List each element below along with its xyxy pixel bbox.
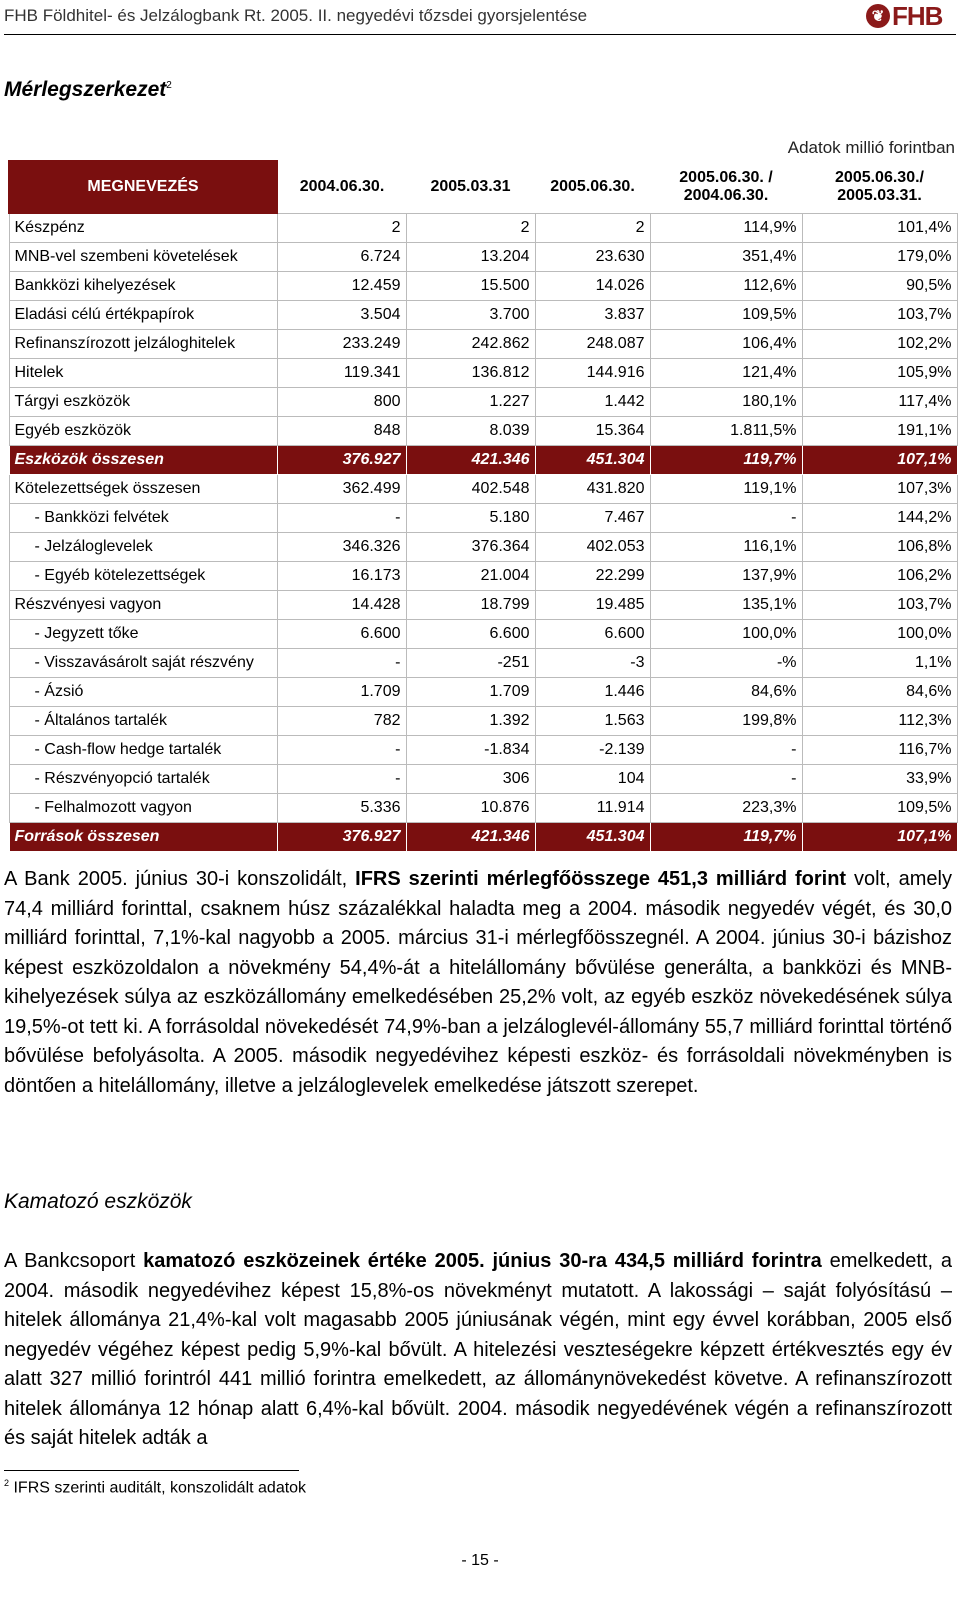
row-value: 402.548 — [406, 475, 535, 504]
paragraph-text: A Bankcsoport — [4, 1250, 144, 1272]
row-value: 5.336 — [277, 794, 406, 823]
fhb-logo — [866, 2, 942, 30]
row-label: - Részvényopció tartalék — [9, 765, 277, 794]
row-value: 199,8% — [650, 707, 802, 736]
table-header-row — [9, 161, 957, 213]
row-value: 114,9% — [650, 213, 802, 243]
document-header-title: FHB Földhitel- és Jelzálogbank Rt. 2005. II. negyedévi tőzsdei gyorsjelentése — [4, 6, 588, 25]
row-value: 179,0% — [802, 243, 957, 272]
table-total-row — [9, 446, 957, 475]
row-label: Egyéb eszközök — [9, 417, 277, 446]
row-value: 107,3% — [802, 475, 957, 504]
table-row — [9, 707, 957, 736]
row-value: 112,3% — [802, 707, 957, 736]
row-value: 6.600 — [406, 620, 535, 649]
row-value: 191,1% — [802, 417, 957, 446]
table-row — [9, 330, 957, 359]
row-value: 242.862 — [406, 330, 535, 359]
row-label: - Jegyzett tőke — [9, 620, 277, 649]
row-label: Eszközök összesen — [9, 446, 277, 475]
row-value: 19.485 — [535, 591, 650, 620]
row-value: 117,4% — [802, 388, 957, 417]
paragraph-text: emelkedett, a 2004. második negyedévihez képest 15,8%-os növekményt mutatott. A lakossági – saját folyósítású – hitelek állománya 21,4%-kal volt magasabb 2005 júniusának végén, mint egy évvel korábban, 2005 első negyedév végéhez képest pedig 5,9%-kal bővült. A hitelezési veszteségekre képzett értékvesztés egy év alatt 327 millió forintról 441 millió forintra emelkedett, az állománynövekedést követve. A refinanszírozott hitelek állománya 12 hónap alatt 6,4%-kal bővült. 2004. második negyedévének végén a refinanszírozott és saját hitelek adták a — [4, 1250, 953, 1449]
table-row — [9, 562, 957, 591]
column-header: 2005.06.30. — [535, 161, 650, 213]
row-value: 1.563 — [535, 707, 650, 736]
column-header: 2005.06.30./ 2005.03.31. — [802, 161, 957, 213]
row-value: 800 — [277, 388, 406, 417]
row-value: 136.812 — [406, 359, 535, 388]
row-value: 14.026 — [535, 272, 650, 301]
row-value: 362.499 — [277, 475, 406, 504]
row-value: 376.927 — [277, 446, 406, 475]
row-value: 10.876 — [406, 794, 535, 823]
row-value: 3.504 — [277, 301, 406, 330]
row-value: 7.467 — [535, 504, 650, 533]
row-value: 3.700 — [406, 301, 535, 330]
row-value: 306 — [406, 765, 535, 794]
row-value: 103,7% — [802, 301, 957, 330]
row-value: 84,6% — [802, 678, 957, 707]
header-divider — [4, 34, 956, 35]
row-value: 2 — [535, 213, 650, 243]
row-label: Hitelek — [9, 359, 277, 388]
row-value: 1.709 — [277, 678, 406, 707]
fhb-logo-icon: ❦ — [866, 4, 890, 28]
row-value: 144.916 — [535, 359, 650, 388]
row-value: 2 — [406, 213, 535, 243]
balance-sheet-table — [8, 160, 958, 852]
row-value: 103,7% — [802, 591, 957, 620]
row-value: 16.173 — [277, 562, 406, 591]
row-value: 421.346 — [406, 823, 535, 852]
section-title-text: Mérlegszerkezet — [4, 78, 167, 101]
row-value: 351,4% — [650, 243, 802, 272]
table-row — [9, 359, 957, 388]
row-value: 119.341 — [277, 359, 406, 388]
row-value: 1,1% — [802, 649, 957, 678]
row-value: 121,4% — [650, 359, 802, 388]
table-row — [9, 301, 957, 330]
table-row — [9, 678, 957, 707]
row-value: -% — [650, 649, 802, 678]
row-value: 451.304 — [535, 823, 650, 852]
paragraph-text: A Bank 2005. június 30-i konszolidált, — [4, 868, 356, 890]
row-value: 6.724 — [277, 243, 406, 272]
row-label: Részvényesi vagyon — [9, 591, 277, 620]
row-value: 109,5% — [650, 301, 802, 330]
row-value: -3 — [535, 649, 650, 678]
row-label: - Bankközi felvétek — [9, 504, 277, 533]
row-value: 107,1% — [802, 446, 957, 475]
table-row — [9, 417, 957, 446]
row-value: 14.428 — [277, 591, 406, 620]
row-value: 11.914 — [535, 794, 650, 823]
row-value: 6.600 — [535, 620, 650, 649]
table-row — [9, 794, 957, 823]
row-value: 402.053 — [535, 533, 650, 562]
paragraph-balance-sheet — [4, 865, 952, 1101]
row-value: 848 — [277, 417, 406, 446]
table-row — [9, 388, 957, 417]
row-value: 1.442 — [535, 388, 650, 417]
column-header: 2004.06.30. — [277, 161, 406, 213]
table-row — [9, 620, 957, 649]
row-value: 106,2% — [802, 562, 957, 591]
row-value: 12.459 — [277, 272, 406, 301]
footnote-divider — [4, 1470, 299, 1471]
row-value: 23.630 — [535, 243, 650, 272]
row-label: - Jelzáloglevelek — [9, 533, 277, 562]
row-value: 109,5% — [802, 794, 957, 823]
column-header: MEGNEVEZÉS — [9, 161, 277, 213]
row-value: 22.299 — [535, 562, 650, 591]
row-value: 102,2% — [802, 330, 957, 359]
row-value: 104 — [535, 765, 650, 794]
subheading-interest-bearing-assets: Kamatozó eszközök — [4, 1190, 192, 1213]
row-value: -251 — [406, 649, 535, 678]
row-value: 116,1% — [650, 533, 802, 562]
row-value: 2 — [277, 213, 406, 243]
row-value: 107,1% — [802, 823, 957, 852]
footnote-text: IFRS szerinti auditált, konszolidált adatok — [13, 1479, 307, 1497]
row-value: -2.139 — [535, 736, 650, 765]
row-value: 106,4% — [650, 330, 802, 359]
column-header: 2005.06.30. / 2004.06.30. — [650, 161, 802, 213]
row-value: 3.837 — [535, 301, 650, 330]
row-value: 90,5% — [802, 272, 957, 301]
row-value: 101,4% — [802, 213, 957, 243]
section-title — [4, 78, 172, 102]
row-value: 1.811,5% — [650, 417, 802, 446]
paragraph-text: volt, amely 74,4 milliárd forinttal, csaknem húsz százalékkal haladta meg a 2004. második negyedév végét, és 30,0 milliárd forinttal, 7,1%-kal nagyobb a 2005. március 31-i mérlegfőösszegnél. A 2004. június 30-i bázishoz képest eszközoldalon a növekmény 54,4%-át a hitelállomány bővülése generálta, a bankközi és MNB-kihelyezések súlya az eszközállomány emelkedésében 25,2% volt, az egyéb eszköz növekedésének súlya 19,5%-ot tett ki. A forrásoldal növekedését 74,9%-ban a jelzáloglevél-állomány 55,7 milliárd forinttal történő bővülése befolyásolta. A 2005. második negyedévihez képesti eszköz- és forrásoldali növekményben is döntően a hitelállomány, illetve a jelzáloglevelek emelkedése játszott szerepet. — [4, 868, 952, 1097]
row-label: - Általános tartalék — [9, 707, 277, 736]
table-row — [9, 533, 957, 562]
row-value: 119,7% — [650, 823, 802, 852]
units-note: Adatok millió forintban — [787, 138, 955, 157]
row-value: 451.304 — [535, 446, 650, 475]
row-label: MNB-vel szembeni követelések — [9, 243, 277, 272]
row-label: - Ázsió — [9, 678, 277, 707]
table-row — [9, 591, 957, 620]
row-value: -1.834 — [406, 736, 535, 765]
row-label: - Egyéb kötelezettségek — [9, 562, 277, 591]
row-value: 233.249 — [277, 330, 406, 359]
row-value: 223,3% — [650, 794, 802, 823]
row-value: 376.927 — [277, 823, 406, 852]
row-value: 135,1% — [650, 591, 802, 620]
row-label: Kötelezettségek összesen — [9, 475, 277, 504]
row-value: 119,7% — [650, 446, 802, 475]
row-value: 782 — [277, 707, 406, 736]
row-value: 15.364 — [535, 417, 650, 446]
row-value: 1.227 — [406, 388, 535, 417]
row-value: 248.087 — [535, 330, 650, 359]
row-value: 18.799 — [406, 591, 535, 620]
row-value: 8.039 — [406, 417, 535, 446]
table-total-row — [9, 823, 957, 852]
row-value: - — [277, 649, 406, 678]
table-row — [9, 504, 957, 533]
row-value: 1.446 — [535, 678, 650, 707]
table-row — [9, 272, 957, 301]
row-value: - — [277, 736, 406, 765]
row-value: 84,6% — [650, 678, 802, 707]
row-value: 6.600 — [277, 620, 406, 649]
row-label: Készpénz — [9, 213, 277, 243]
row-value: 431.820 — [535, 475, 650, 504]
row-label: Források összesen — [9, 823, 277, 852]
row-label: Eladási célú értékpapírok — [9, 301, 277, 330]
row-value: 119,1% — [650, 475, 802, 504]
row-value: 180,1% — [650, 388, 802, 417]
row-value: - — [650, 736, 802, 765]
fhb-logo-text: FHB — [892, 0, 943, 31]
row-value: 1.709 — [406, 678, 535, 707]
row-value: 100,0% — [650, 620, 802, 649]
row-value: 100,0% — [802, 620, 957, 649]
column-header: 2005.03.31 — [406, 161, 535, 213]
table-row — [9, 475, 957, 504]
paragraph-bold-text: kamatozó eszközeinek értéke 2005. június 30-ra 434,5 milliárd forintra — [143, 1250, 822, 1272]
row-value: 376.364 — [406, 533, 535, 562]
table-row — [9, 736, 957, 765]
footnote-ref: 2 — [166, 80, 172, 91]
row-value: - — [277, 504, 406, 533]
row-label: - Visszavásárolt saját részvény — [9, 649, 277, 678]
row-label: Tárgyi eszközök — [9, 388, 277, 417]
row-value: 21.004 — [406, 562, 535, 591]
row-value: 421.346 — [406, 446, 535, 475]
row-value: 144,2% — [802, 504, 957, 533]
row-value: 13.204 — [406, 243, 535, 272]
row-value: 15.500 — [406, 272, 535, 301]
table-row — [9, 213, 957, 243]
row-value: - — [650, 765, 802, 794]
paragraph-bold-text: IFRS szerinti mérlegfőösszege 451,3 milliárd forint — [355, 868, 847, 890]
row-label: - Cash-flow hedge tartalék — [9, 736, 277, 765]
page-number: - 15 - — [461, 1552, 499, 1569]
row-value: 105,9% — [802, 359, 957, 388]
row-value: 112,6% — [650, 272, 802, 301]
table-row — [9, 649, 957, 678]
row-value: 106,8% — [802, 533, 957, 562]
footnote — [4, 1478, 306, 1497]
row-label: Refinanszírozott jelzáloghitelek — [9, 330, 277, 359]
row-label: - Felhalmozott vagyon — [9, 794, 277, 823]
row-value: 137,9% — [650, 562, 802, 591]
row-value: 1.392 — [406, 707, 535, 736]
row-value: 346.326 — [277, 533, 406, 562]
row-value: - — [650, 504, 802, 533]
row-value: - — [277, 765, 406, 794]
row-value: 33,9% — [802, 765, 957, 794]
row-value: 116,7% — [802, 736, 957, 765]
table-row — [9, 765, 957, 794]
footnote-number: 2 — [4, 1478, 10, 1488]
table-row — [9, 243, 957, 272]
paragraph-interest-bearing — [4, 1247, 952, 1454]
row-label: Bankközi kihelyezések — [9, 272, 277, 301]
row-value: 5.180 — [406, 504, 535, 533]
